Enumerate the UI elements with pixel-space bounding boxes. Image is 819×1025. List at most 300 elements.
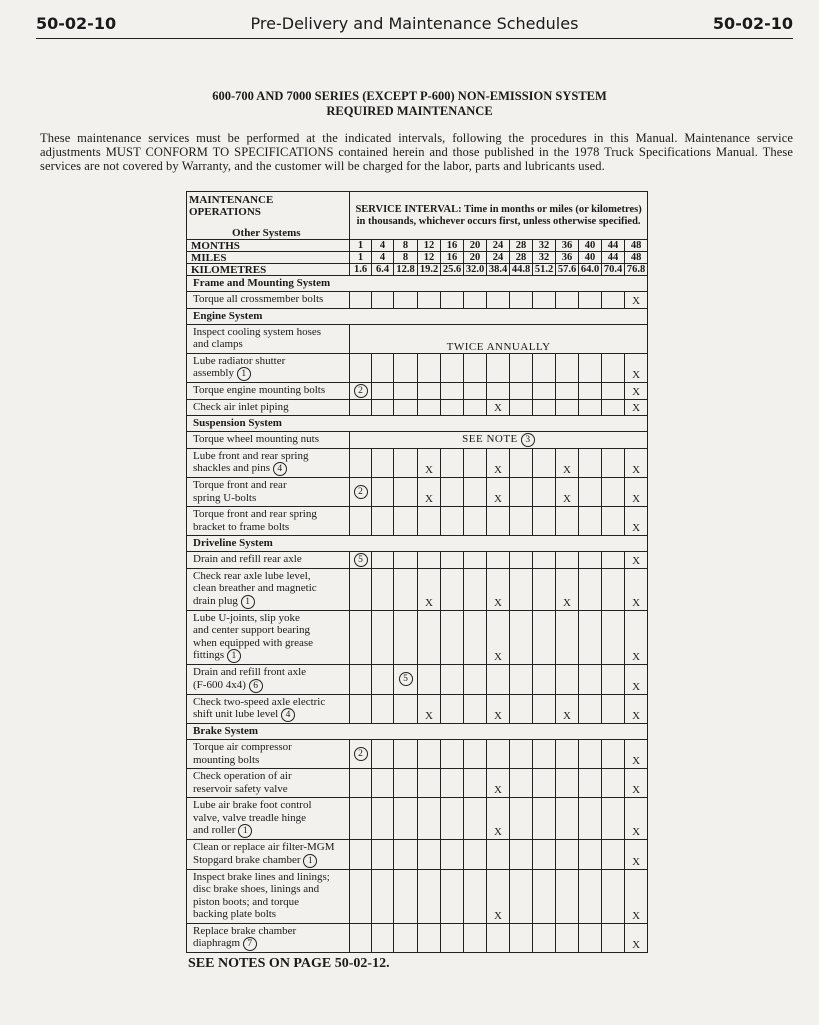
operation-line: Torque all crossmember bolts [193,293,324,305]
operation-label [187,568,350,610]
operation-row [187,923,648,953]
months-row [187,240,648,252]
interval-cell [418,740,441,769]
header-rule [36,38,793,39]
interval-cell: X [625,798,648,840]
interval-cell [533,399,556,416]
interval-cell [579,478,602,507]
operation-line: and center support bearing [193,624,310,636]
note-circle: 3 [521,433,535,447]
interval-cell [510,399,533,416]
interval-cell [510,740,533,769]
operation-label [187,353,350,383]
interval-cell [602,399,625,416]
interval-cell [372,448,394,478]
interval-value: 16 [441,240,464,252]
interval-cell [487,292,510,309]
operation-line: Check air inlet piping [193,400,289,413]
operation-line: clean breather and magnetic [193,582,317,594]
interval-cell [464,798,487,840]
interval-cell [602,840,625,870]
interval-value: 44.8 [510,264,533,276]
interval-value: 12 [418,252,441,264]
operation-row [187,478,648,507]
interval-cell: X [487,568,510,610]
operation-row [187,324,648,353]
operation-row [187,448,648,478]
interval-cell [441,292,464,309]
interval-cell: X [556,568,579,610]
category-row [187,276,648,292]
interval-cell: X [625,610,648,665]
table-header-row [187,192,648,240]
operation-line: Inspect brake lines and linings; [193,870,330,883]
operation-label [187,665,350,695]
interval-cell: X [625,869,648,923]
interval-cell [579,665,602,695]
interval-cell [533,694,556,724]
interval-cell [602,507,625,536]
interval-cell [556,507,579,536]
page-header [36,14,793,40]
interval-cell [579,740,602,769]
interval-cell [350,353,372,383]
interval-cell [510,798,533,840]
note-circle: 1 [237,367,251,381]
interval-cell [533,478,556,507]
title-line-2: REQUIRED MAINTENANCE [326,104,493,118]
interval-cell [441,694,464,724]
note-circle: 2 [354,485,368,499]
interval-cell: X [625,507,648,536]
operation-label [187,478,350,507]
interval-cell [602,448,625,478]
interval-cell [464,610,487,665]
interval-cell: X [625,665,648,695]
interval-value: 76.8 [625,264,648,276]
operation-line: shift unit lube level 4 [193,708,343,722]
interval-cell [350,740,372,769]
interval-cell [418,399,441,416]
interval-cell [510,552,533,569]
interval-cell [394,665,418,695]
interval-cell [441,478,464,507]
interval-cell [418,840,441,870]
interval-cell [579,353,602,383]
operation-label [187,869,350,923]
operation-label [187,292,350,309]
interval-cell [602,869,625,923]
operation-line: Check operation of air [193,770,292,782]
interval-cell [579,552,602,569]
interval-cell [579,507,602,536]
interval-cell: X [418,694,441,724]
category-label: Brake System [187,724,648,740]
operation-line: backing plate bolts [193,908,277,920]
interval-cell [464,552,487,569]
interval-cell [441,610,464,665]
operation-label [187,923,350,953]
interval-cell [579,610,602,665]
interval-cell [372,769,394,798]
operation-label [187,507,350,536]
title-line-1: 600-700 AND 7000 SERIES (EXCEPT P-600) NON-EMISSION SYSTEM [212,89,607,103]
operation-row [187,292,648,309]
interval-cell [602,552,625,569]
footer-note: SEE NOTES ON PAGE 50-02-12. [188,956,390,971]
operation-label [187,448,350,478]
interval-cell [487,740,510,769]
interval-cell [441,568,464,610]
interval-cell: X [625,694,648,724]
interval-cell: X [487,694,510,724]
operation-label [187,840,350,870]
interval-value: 32 [533,240,556,252]
interval-cell [372,507,394,536]
interval-value: 32.0 [464,264,487,276]
interval-cell [350,399,372,416]
interval-cell: X [487,869,510,923]
interval-cell [464,507,487,536]
operation-line: Torque wheel mounting nuts [193,433,320,445]
interval-cell [556,798,579,840]
operations-header-label: MAINTENANCE OPERATIONS [189,194,274,218]
interval-cell [418,292,441,309]
interval-cell [464,383,487,400]
interval-cell [418,923,441,953]
interval-cell [556,610,579,665]
interval-cell [372,399,394,416]
interval-cell: X [487,448,510,478]
note-circle: 1 [238,824,252,838]
interval-cell [533,798,556,840]
interval-cell [394,383,418,400]
operation-label [187,324,350,353]
interval-cell [394,869,418,923]
operation-line: Torque front and rear [193,479,287,491]
operation-line: piston boots; and torque [193,895,300,908]
operation-row [187,507,648,536]
operation-line: assembly 1 [193,367,343,381]
interval-cell [579,292,602,309]
interval-cell [441,798,464,840]
operation-row [187,552,648,569]
interval-cell [394,923,418,953]
interval-cell [510,292,533,309]
interval-cell: X [487,610,510,665]
interval-value: 25.6 [441,264,464,276]
interval-cell: X [625,769,648,798]
operation-row [187,383,648,400]
interval-cell [464,568,487,610]
operation-line: Torque front and rear spring [193,508,317,520]
interval-cell: X [487,399,510,416]
interval-cell [350,292,372,309]
interval-cell [464,740,487,769]
interval-cell [418,507,441,536]
interval-cell [602,353,625,383]
operation-line: spring U-bolts [193,491,257,504]
operation-line: Lube radiator shutter [193,354,286,367]
interval-cell [350,840,372,870]
interval-cell [556,353,579,383]
interval-cell [487,923,510,953]
interval-cell [579,448,602,478]
interval-cell [394,694,418,724]
interval-cell [372,869,394,923]
interval-cell: X [487,478,510,507]
interval-cell [464,694,487,724]
interval-value: 24 [487,240,510,252]
interval-cell [533,552,556,569]
miles-row [187,252,648,264]
interval-cell [350,610,372,665]
interval-cell [418,383,441,400]
interval-cell [464,665,487,695]
interval-cell [350,478,372,507]
category-row [187,536,648,552]
interval-cell [602,478,625,507]
operation-row [187,694,648,724]
interval-cell [533,507,556,536]
interval-cell: X [625,448,648,478]
interval-value: 28 [510,252,533,264]
interval-cell: X [625,353,648,383]
operation-line: and roller 1 [193,824,343,838]
operation-row [187,840,648,870]
operation-label [187,740,350,769]
interval-cell [579,798,602,840]
interval-cell [602,568,625,610]
operation-line: when equipped with grease [193,636,314,649]
note-circle: 1 [303,854,317,868]
operation-line: Replace brake chamber [193,924,297,937]
interval-cell: X [625,568,648,610]
interval-cell [418,769,441,798]
operation-row [187,665,648,695]
interval-cell [510,769,533,798]
interval-cell [441,448,464,478]
category-label: Frame and Mounting System [187,276,648,292]
interval-cell [510,568,533,610]
operation-line: drain plug 1 [193,595,343,609]
operation-row [187,769,648,798]
operations-subheader: Other Systems [232,227,301,239]
interval-cell [579,399,602,416]
interval-cell [510,507,533,536]
interval-cell [372,552,394,569]
interval-value: 70.4 [602,264,625,276]
interval-cell [372,383,394,400]
miles-row-label: MILES [187,252,350,264]
interval-cell [487,665,510,695]
interval-cell: X [625,478,648,507]
interval-cell [394,568,418,610]
operation-row [187,869,648,923]
operation-line: reservoir safety valve [193,782,288,795]
operation-line: (F-600 4x4) 6 [193,679,343,693]
interval-cell [350,869,372,923]
interval-value: 64.0 [579,264,602,276]
interval-cell [394,448,418,478]
interval-cell [372,353,394,383]
interval-cell [556,840,579,870]
interval-value: 8 [394,240,418,252]
interval-cell [602,383,625,400]
interval-cell [556,665,579,695]
interval-value: 32 [533,252,556,264]
interval-cell [441,552,464,569]
interval-value: 36 [556,252,579,264]
interval-cell [350,769,372,798]
interval-cell [350,568,372,610]
operation-line: Drain and refill front axle [193,666,307,678]
category-row [187,724,648,740]
interval-cell [464,923,487,953]
operation-label [187,694,350,724]
note-circle: 1 [241,595,255,609]
category-label: Suspension System [187,416,648,432]
interval-cell [579,694,602,724]
interval-cell [394,292,418,309]
interval-cell [579,923,602,953]
interval-cell: X [418,448,441,478]
interval-cell: X [625,292,648,309]
interval-cell [394,769,418,798]
interval-value: 40 [579,252,602,264]
interval-cell [533,292,556,309]
interval-value: 28 [510,240,533,252]
interval-cell [510,694,533,724]
interval-cell: X [556,448,579,478]
interval-cell [394,399,418,416]
interval-span-text: TWICE ANNUALLY [446,340,551,353]
interval-cell [487,353,510,383]
operation-line: Lube air brake foot control [193,799,312,811]
interval-cell [602,665,625,695]
interval-cell [464,478,487,507]
operation-line: and clamps [193,338,243,350]
interval-value: 44 [602,252,625,264]
operation-line: Torque engine mounting bolts [193,384,326,396]
interval-cell [556,923,579,953]
note-circle: 7 [243,937,257,951]
operation-line: disc brake shoes, linings and [193,883,320,895]
interval-span-text: SEE NOTE [462,432,518,445]
interval-cell [441,399,464,416]
kilometres-row [187,264,648,276]
interval-cell [556,552,579,569]
category-row [187,308,648,324]
interval-cell [441,769,464,798]
operation-label [187,610,350,665]
interval-value: 19.2 [418,264,441,276]
interval-value: 12 [418,240,441,252]
operation-line: bracket to frame bolts [193,520,290,533]
operation-label [187,552,350,569]
interval-value: 38.4 [487,264,510,276]
interval-cell: X [625,399,648,416]
note-circle: 2 [354,384,368,398]
interval-cell [510,665,533,695]
page-number-left: 50-02-10 [36,14,117,33]
interval-cell [464,353,487,383]
interval-cell [350,383,372,400]
interval-cell [464,292,487,309]
interval-cell [372,923,394,953]
interval-cell [602,740,625,769]
page-title: Pre-Delivery and Maintenance Schedules [250,14,579,33]
interval-cell [602,292,625,309]
operation-line: Clean or replace air filter-MGM [193,841,335,853]
interval-cell [372,694,394,724]
interval-value: 6.4 [372,264,394,276]
interval-value: 57.6 [556,264,579,276]
interval-cell [556,383,579,400]
interval-value: 8 [394,252,418,264]
interval-cell [394,840,418,870]
operation-line: Drain and refill rear axle [193,553,302,565]
interval-cell [441,507,464,536]
note-circle: 5 [399,672,413,686]
operation-line: Check two-speed axle electric [193,695,326,708]
interval-value: 24 [487,252,510,264]
interval-cell: X [487,798,510,840]
interval-cell [372,610,394,665]
operation-row [187,432,648,449]
interval-cell [350,552,372,569]
service-interval-header: SERVICE INTERVAL: Time in months or miles (or kilometres) in thousands, whichever occurs first, unless otherwise specified. [350,192,648,240]
interval-cell [533,769,556,798]
interval-cell [533,923,556,953]
interval-cell [602,694,625,724]
interval-value: 51.2 [533,264,556,276]
interval-cell [556,869,579,923]
interval-value: 16 [441,252,464,264]
interval-cell [394,507,418,536]
interval-cell [464,399,487,416]
interval-cell [533,610,556,665]
operations-header [187,192,350,240]
interval-cell [441,923,464,953]
interval-cell: X [556,478,579,507]
interval-cell [464,448,487,478]
interval-cell: X [418,568,441,610]
operation-row [187,740,648,769]
category-label: Engine System [187,308,648,324]
operation-row [187,353,648,383]
interval-value: 36 [556,240,579,252]
category-label: Driveline System [187,536,648,552]
interval-cell [394,353,418,383]
interval-cell: X [625,740,648,769]
interval-cell [418,869,441,923]
interval-cell [487,840,510,870]
operation-row [187,610,648,665]
interval-cell [350,798,372,840]
operation-line: Lube U-joints, slip yoke [193,611,300,624]
interval-value: 12.8 [394,264,418,276]
kilometres-row-label: KILOMETRES [187,264,350,276]
interval-cell [602,769,625,798]
operation-label [187,432,350,449]
interval-cell [418,798,441,840]
interval-cell [556,292,579,309]
interval-cell [441,740,464,769]
interval-value: 20 [464,252,487,264]
interval-cell [441,665,464,695]
interval-cell [394,610,418,665]
